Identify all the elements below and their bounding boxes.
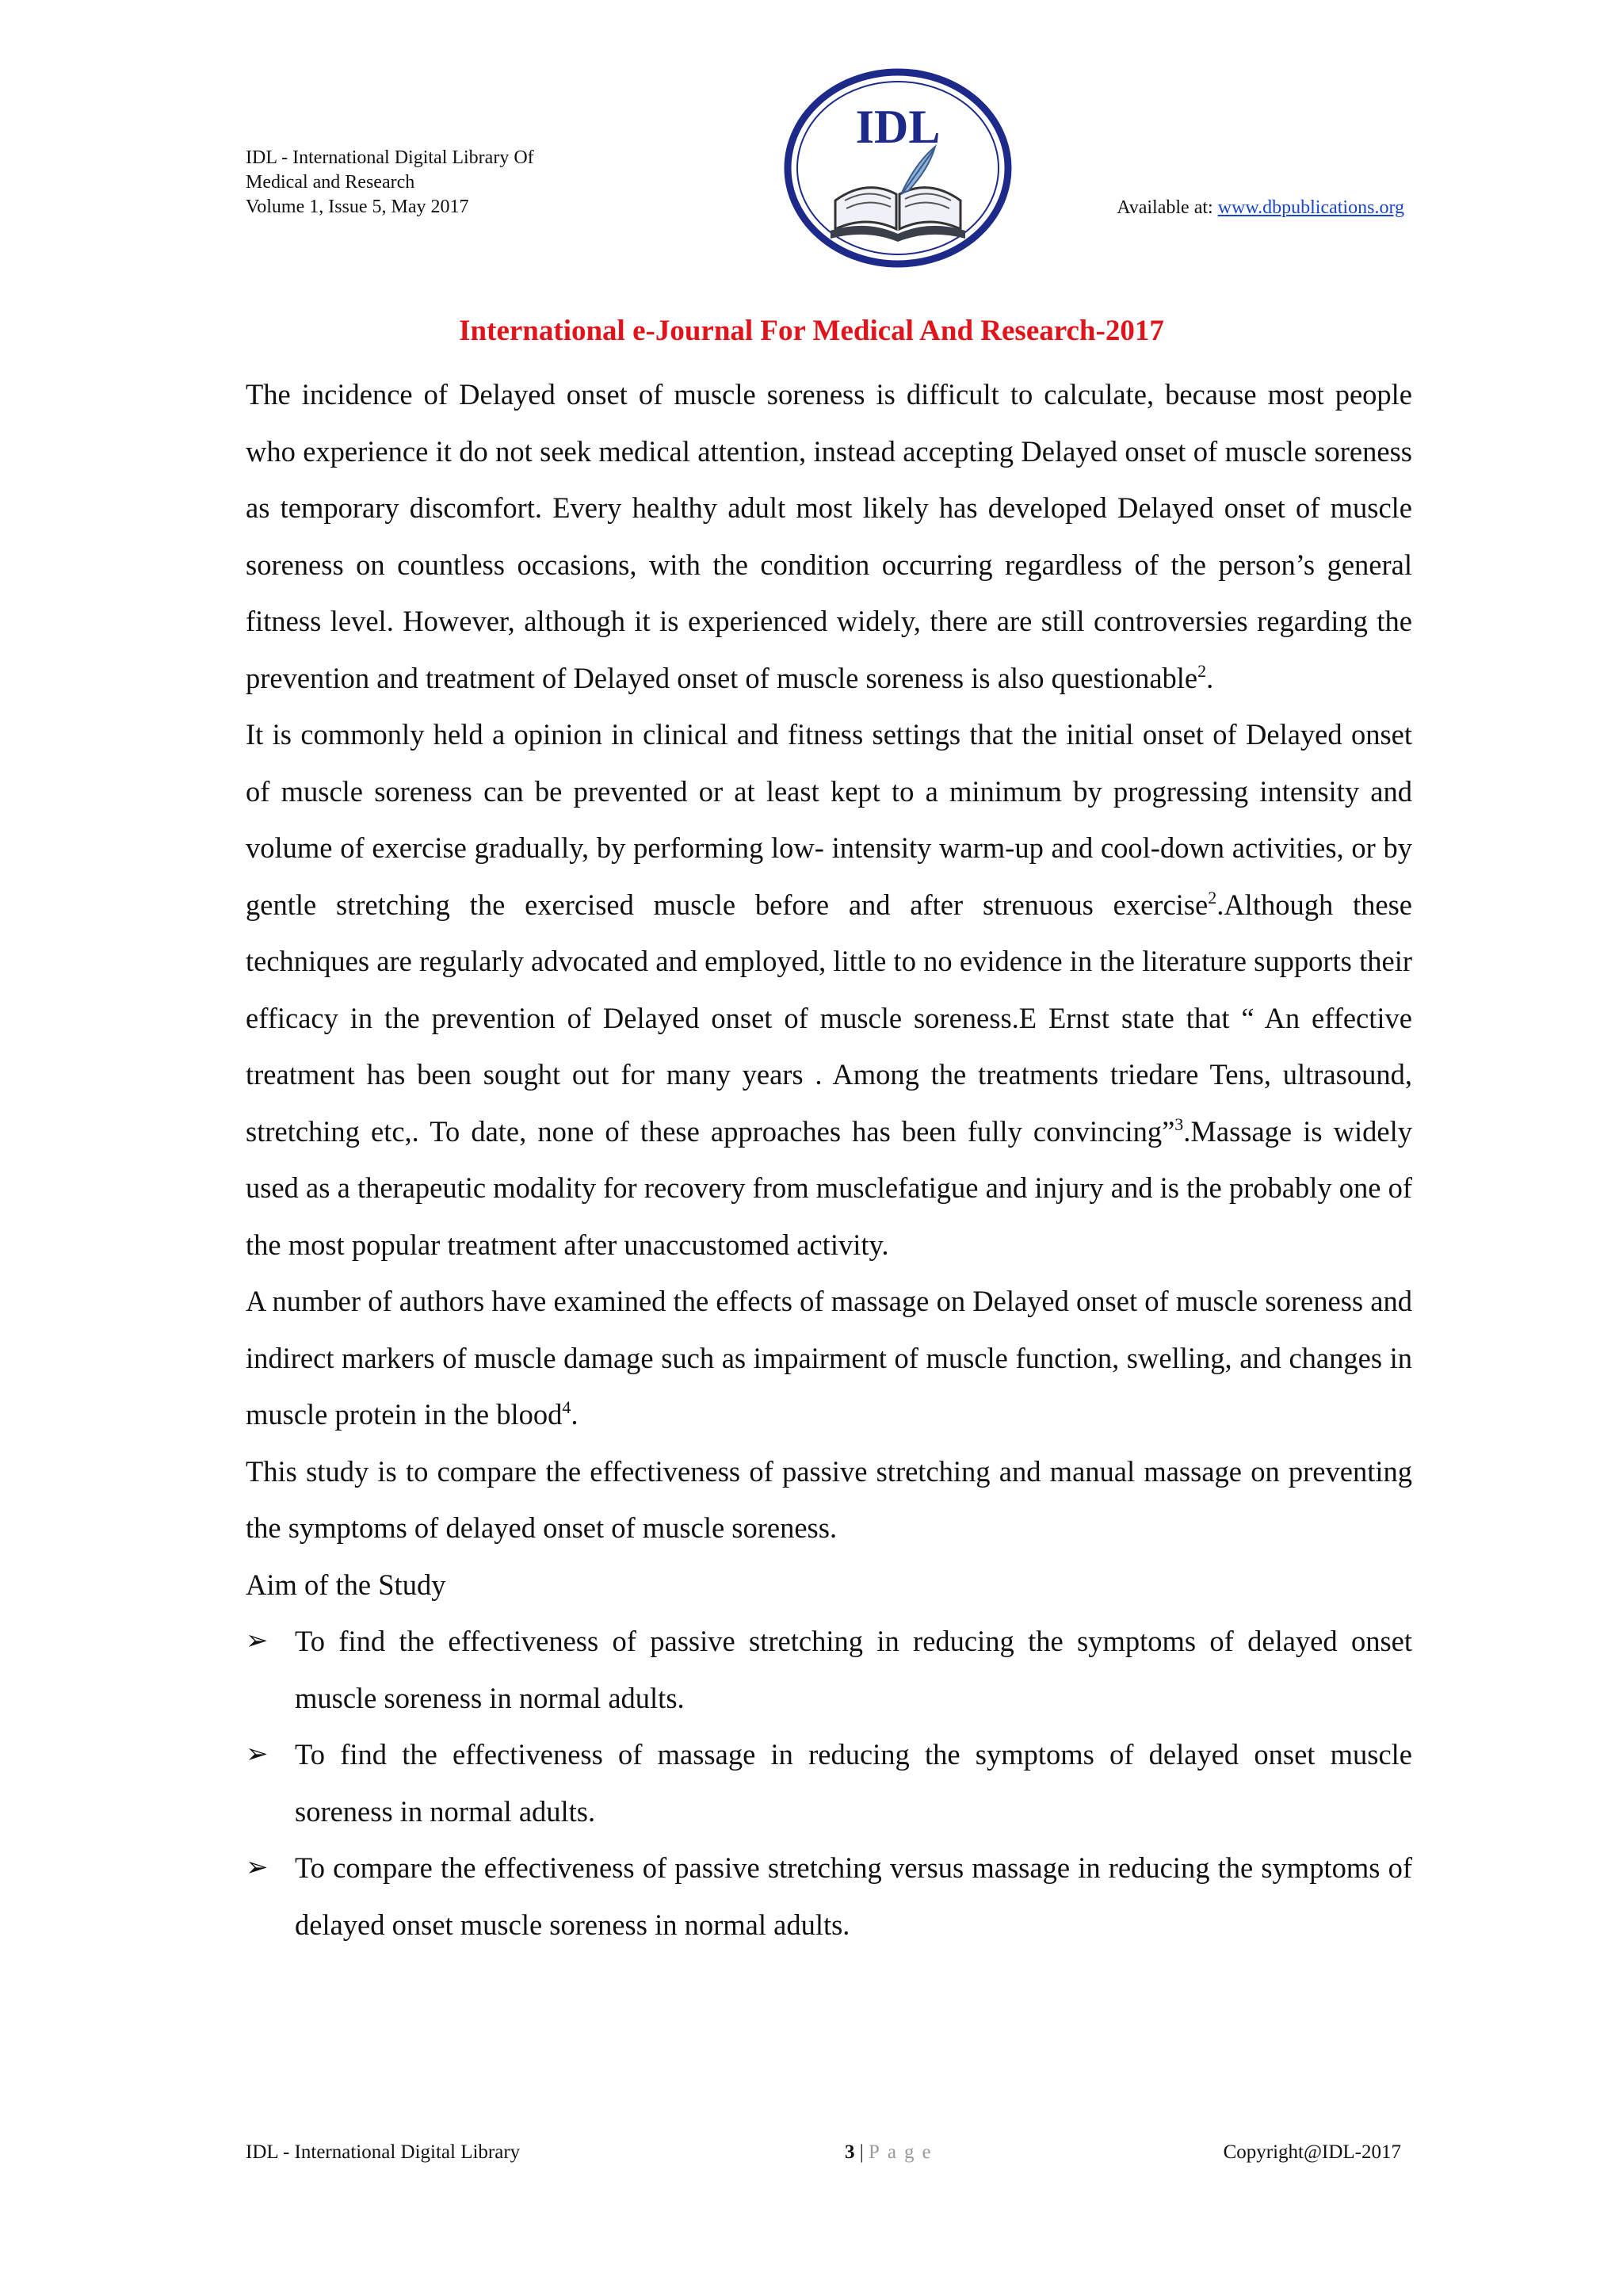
logo-text: IDL <box>855 101 941 153</box>
citation-ref: 2 <box>1208 887 1217 907</box>
paragraph-prevention: It is commonly held a opinion in clinical and fitness settings that the initial onset of Delayed onset of muscle soreness can be prevented or at least kept to a minimum by progressing intensity and volume of exercise gradually, by performing low- intensity warm-up and cool-down activities, or by gentle stretching the exercised muscle before and after strenuous exercise$^2$.Although these techniques are regularly advocated and employed, little to no evidence in the literature supports their efficacy in the prevention of Delayed onset of muscle soreness.E Ernst state that “ An effective treatment has been sought out for many years . Among the treatments triedare Tens, ultrasound, stretching etc,. To date, none of these approaches has been fully convincing”$^3$.Massage is widely used as a therapeutic modality for recovery from musclefatigue and injury and is the probably one of the most popular treatment after unaccustomed activity. <box>246 718 1412 1261</box>
footer-copyright: Copyright@IDL-2017 <box>1223 2141 1401 2163</box>
website-link[interactable]: www.dbpublications.org <box>1217 197 1404 218</box>
citation-ref: 2 <box>1197 660 1207 681</box>
volume-issue: Volume 1, Issue 5, May 2017 <box>246 197 469 217</box>
citation-ref: 4 <box>562 1397 571 1417</box>
arrow-bullet-icon: ➢ <box>246 1740 269 1769</box>
aim-heading: Aim of the Study <box>246 1568 446 1601</box>
paragraph-study-purpose: This study is to compare the effectiveness of passive stretching and manual massage on preventing the symptoms of delayed onset of muscle soreness. <box>246 1454 1412 1544</box>
journal-name-line2: Medical and Research <box>246 172 415 193</box>
idl-logo <box>783 67 1013 269</box>
availability <box>1117 197 1404 219</box>
journal-info <box>246 146 534 220</box>
available-label: Available at: <box>1117 197 1218 218</box>
article-body <box>246 366 1412 1953</box>
citation-ref: 3 <box>1174 1114 1184 1134</box>
arrow-bullet-icon: ➢ <box>246 1626 269 1656</box>
list-item: ➢ To find the effectiveness of passive stretching in reducing the symptoms of delayed onset muscle soreness in normal adults. <box>246 1613 1412 1726</box>
list-item: ➢ To find the effectiveness of massage in reducing the symptoms of delayed onset muscle soreness in normal adults. <box>246 1726 1412 1839</box>
journal-title: International e-Journal For Medical And Research-2017 <box>459 315 1164 347</box>
page-number: 3 | Page <box>845 2141 939 2163</box>
aim-list <box>246 1613 1412 1953</box>
footer-library: IDL - International Digital Library <box>246 2141 521 2163</box>
paragraph-massage-effects: A number of authors have examined the effects of massage on Delayed onset of muscle soreness and indirect markers of muscle damage such as impairment of muscle function, swelling, and changes in muscle protein in the blood$^4$. <box>246 1285 1412 1431</box>
journal-name-line1: IDL - International Digital Library Of <box>246 147 534 168</box>
arrow-bullet-icon: ➢ <box>246 1853 269 1882</box>
paragraph-incidence: The incidence of Delayed onset of muscle soreness is difficult to calculate, because most people who experience it do not seek medical attention, instead accepting Delayed onset of muscle soreness as temporary discomfort. Every healthy adult most likely has developed Delayed onset of muscle soreness on countless occasions, with the condition occurring regardless of the person’s general fitness level. However, although it is experienced widely, there are still controversies regarding the prevention and treatment of Delayed onset of muscle soreness is also questionable$^2$. <box>246 378 1412 694</box>
list-item: ➢ To compare the effectiveness of passive stretching versus massage in reducing the symptoms of delayed onset muscle soreness in normal adults. <box>246 1839 1412 1953</box>
